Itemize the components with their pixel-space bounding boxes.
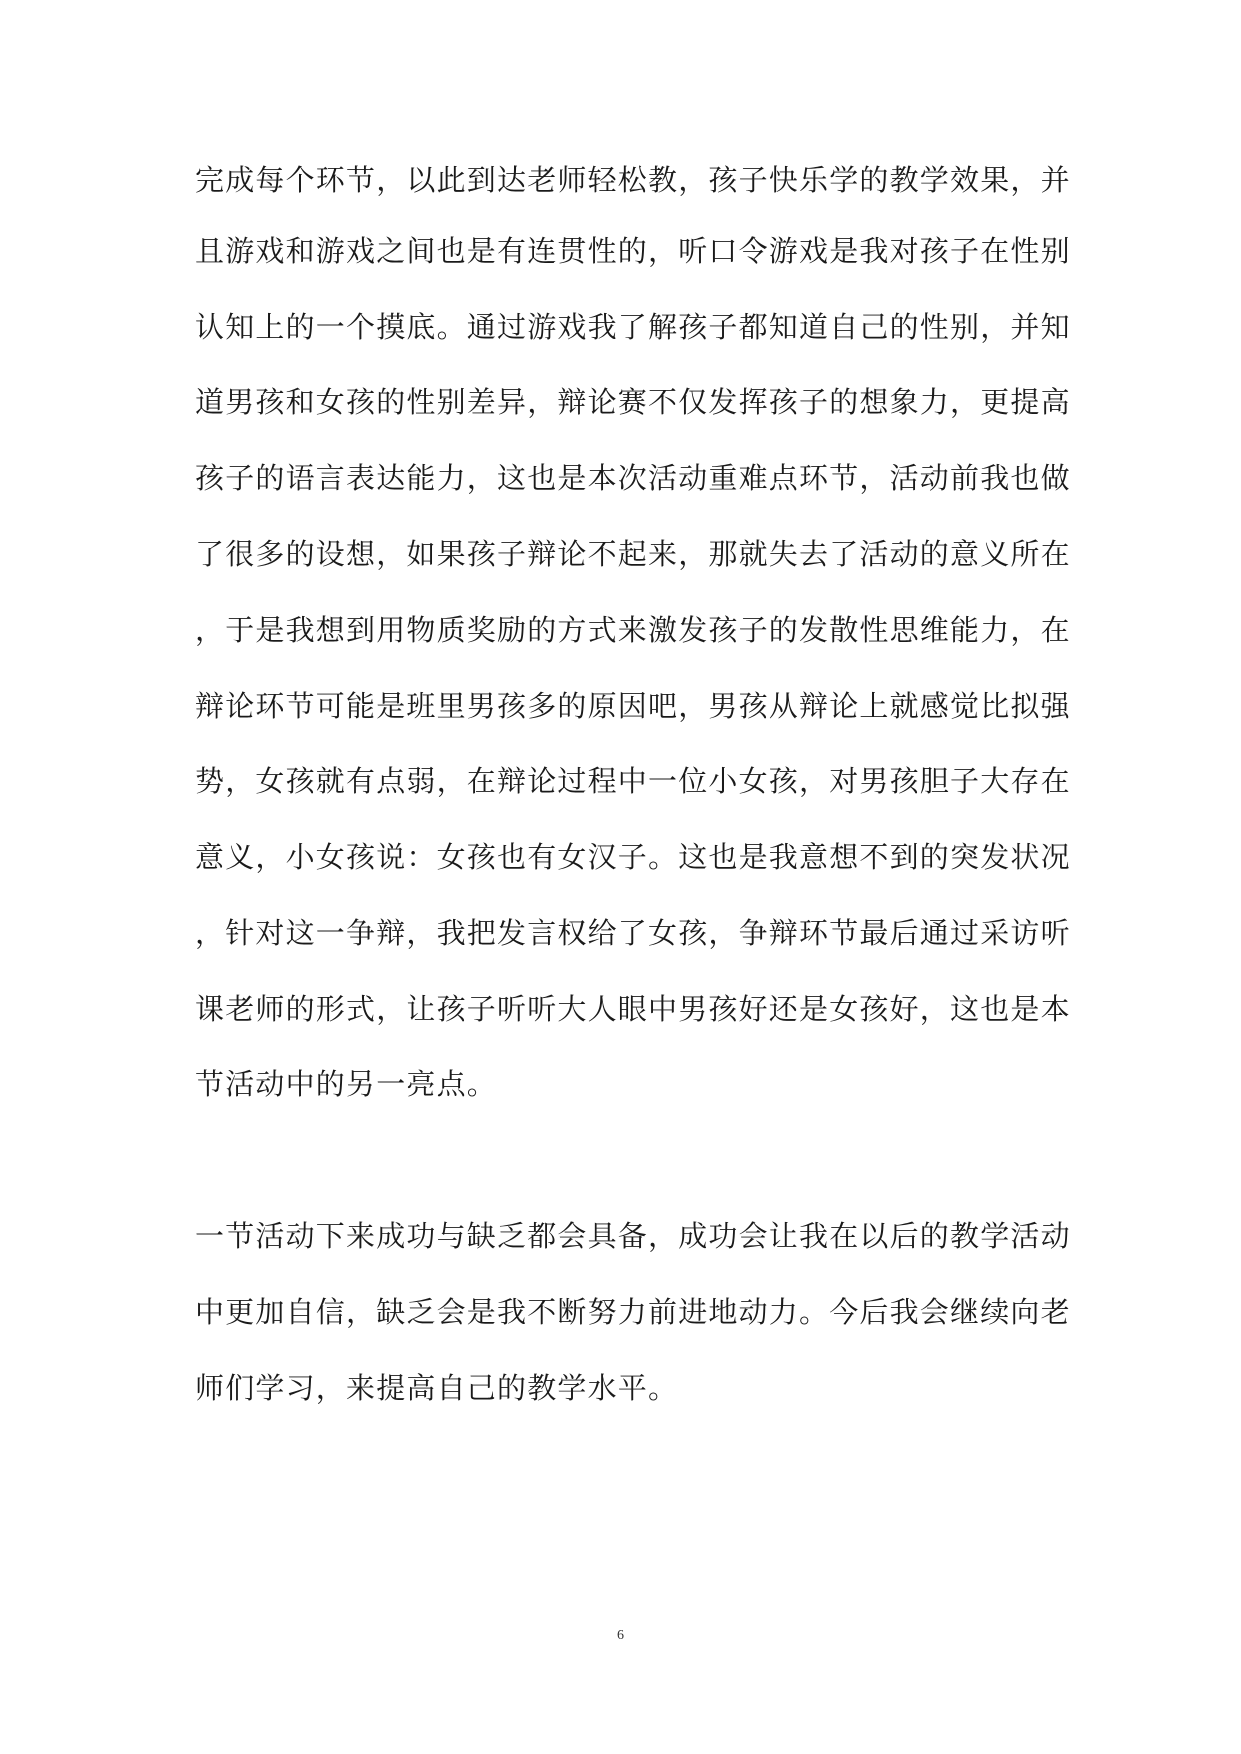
paragraph-1-line-1: 完成每个环节，以此到达老师轻松教，孩子快乐学的教学效果，并: [195, 163, 1071, 197]
paragraph-1-line-11: ，针对这一争辩，我把发言权给了女孩，争辩环节最后通过采访听: [195, 916, 1071, 950]
paragraph-2-line-3: 师们学习，来提高自己的教学水平。: [195, 1371, 679, 1405]
paragraph-1-line-7: ，于是我想到用物质奖励的方式来激发孩子的发散性思维能力，在: [195, 613, 1071, 647]
paragraph-1-line-4: 道男孩和女孩的性别差异，辩论赛不仅发挥孩子的想象力，更提高: [195, 385, 1071, 419]
paragraph-1-line-2: 且游戏和游戏之间也是有连贯性的，听口令游戏是我对孩子在性别: [195, 234, 1071, 268]
paragraph-1-line-12: 课老师的形式，让孩子听听大人眼中男孩好还是女孩好，这也是本: [195, 992, 1071, 1026]
paragraph-1-line-6: 了很多的设想，如果孩子辩论不起来，那就失去了活动的意义所在: [195, 537, 1071, 571]
paragraph-1-line-10: 意义，小女孩说：女孩也有女汉子。这也是我意想不到的突发状况: [195, 840, 1071, 874]
paragraph-1-line-5: 孩子的语言表达能力，这也是本次活动重难点环节，活动前我也做: [195, 461, 1071, 495]
page-number: 6: [617, 1628, 624, 1643]
paragraph-1-line-13: 节活动中的另一亮点。: [195, 1067, 498, 1101]
paragraph-2-line-1: 一节活动下来成功与缺乏都会具备，成功会让我在以后的教学活动: [195, 1219, 1071, 1253]
paragraph-1-line-8: 辩论环节可能是班里男孩多的原因吧，男孩从辩论上就感觉比拟强: [195, 689, 1071, 723]
paragraph-2-line-2: 中更加自信，缺乏会是我不断努力前进地动力。今后我会继续向老: [195, 1295, 1071, 1329]
paragraph-1-line-3: 认知上的一个摸底。通过游戏我了解孩子都知道自己的性别，并知: [195, 310, 1071, 344]
paragraph-1-line-9: 势，女孩就有点弱，在辩论过程中一位小女孩，对男孩胆子大存在: [195, 764, 1071, 798]
